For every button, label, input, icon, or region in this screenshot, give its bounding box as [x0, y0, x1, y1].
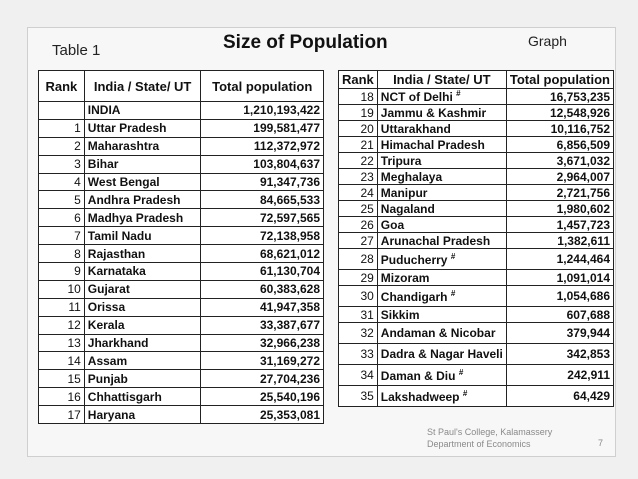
- state-cell: [377, 137, 506, 153]
- state-name: Punjab: [87, 371, 128, 386]
- state-cell: [84, 102, 201, 120]
- state-name: Meghalaya: [380, 169, 443, 184]
- table-row: [39, 280, 324, 298]
- rank-cell: 7: [39, 227, 85, 245]
- population-table-left: [38, 70, 324, 424]
- total-cell: 31,169,272: [201, 352, 324, 370]
- total-cell: 84,665,533: [201, 191, 324, 209]
- table-row: [39, 406, 324, 424]
- total-cell: 3,671,032: [506, 153, 613, 169]
- total-cell: 112,372,972: [201, 137, 324, 155]
- table-row: [39, 316, 324, 334]
- state-cell: [377, 105, 506, 121]
- rank-cell: 12: [39, 316, 85, 334]
- state-cell: [84, 352, 201, 370]
- state-cell: [84, 209, 201, 227]
- table-row: [39, 370, 324, 388]
- rank-cell: 16: [39, 388, 85, 406]
- state-cell: [377, 185, 506, 201]
- total-cell: 1,244,464: [506, 249, 613, 270]
- total-cell: 64,429: [506, 386, 613, 407]
- table-row: [39, 209, 324, 227]
- rank-cell: 9: [39, 263, 85, 281]
- rank-cell: 1: [39, 119, 85, 137]
- state-cell: [377, 169, 506, 185]
- total-cell: 41,947,358: [201, 298, 324, 316]
- total-cell: 33,387,677: [201, 316, 324, 334]
- table-row: [339, 217, 614, 233]
- table-row: [39, 334, 324, 352]
- table-row: [39, 173, 324, 191]
- table-row: [339, 89, 614, 105]
- ut-marker: #: [450, 288, 456, 298]
- ut-marker: #: [450, 251, 456, 261]
- rank-cell: 31: [339, 307, 378, 323]
- table-row: [39, 155, 324, 173]
- state-cell: [84, 280, 201, 298]
- total-cell: 10,116,752: [506, 121, 613, 137]
- state-cell: [377, 323, 506, 344]
- rank-cell: 25: [339, 201, 378, 217]
- state-name: Madhya Pradesh: [87, 210, 184, 225]
- state-cell: [84, 137, 201, 155]
- state-header: India / State/ UT: [377, 71, 506, 89]
- total-cell: 1,382,611: [506, 233, 613, 249]
- table-row: [339, 365, 614, 386]
- table-row: [339, 153, 614, 169]
- state-name: Goa: [380, 217, 405, 232]
- state-name: Nagaland: [380, 201, 435, 216]
- state-name: Lakshadweep: [380, 389, 460, 404]
- state-cell: [377, 233, 506, 249]
- table-row: [339, 270, 614, 286]
- rank-cell: 23: [339, 169, 378, 185]
- state-cell: [84, 316, 201, 334]
- rank-cell: 14: [39, 352, 85, 370]
- table-row: [39, 191, 324, 209]
- ut-marker: #: [462, 388, 468, 398]
- state-cell: [377, 365, 506, 386]
- total-cell: 103,804,637: [201, 155, 324, 173]
- state-cell: [377, 153, 506, 169]
- total-header: Total population: [506, 71, 613, 89]
- table-row: [39, 352, 324, 370]
- state-cell: [377, 217, 506, 233]
- total-cell: 242,911: [506, 365, 613, 386]
- table-row: [39, 245, 324, 263]
- rank-cell: 13: [39, 334, 85, 352]
- state-name: Jharkhand: [87, 336, 149, 351]
- footer: [427, 426, 552, 450]
- rank-cell: 22: [339, 153, 378, 169]
- total-cell: 27,704,236: [201, 370, 324, 388]
- total-cell: 199,581,477: [201, 119, 324, 137]
- total-cell: 25,353,081: [201, 406, 324, 424]
- state-cell: [84, 370, 201, 388]
- state-cell: [377, 249, 506, 270]
- table-row: [339, 323, 614, 344]
- table-row: [339, 185, 614, 201]
- state-name: NCT of Delhi: [380, 90, 453, 104]
- rank-cell: 20: [339, 121, 378, 137]
- table-row: [339, 169, 614, 185]
- total-header: Total population: [201, 71, 324, 102]
- total-cell: 91,347,736: [201, 173, 324, 191]
- rank-cell: 10: [39, 280, 85, 298]
- state-name: Mizoram: [380, 270, 430, 285]
- state-cell: [84, 227, 201, 245]
- state-cell: [377, 286, 506, 307]
- state-cell: [84, 263, 201, 281]
- state-name: Chhattisgarh: [87, 389, 162, 404]
- rank-cell: 8: [39, 245, 85, 263]
- state-header: India / State/ UT: [84, 71, 201, 102]
- state-cell: [84, 298, 201, 316]
- state-cell: [84, 173, 201, 191]
- state-cell: [84, 245, 201, 263]
- total-cell: 25,540,196: [201, 388, 324, 406]
- footer-department: Department of Economics: [427, 439, 531, 449]
- total-cell: 32,966,238: [201, 334, 324, 352]
- rank-cell: 2: [39, 137, 85, 155]
- state-cell: [377, 270, 506, 286]
- total-cell: 68,621,012: [201, 245, 324, 263]
- table-row: [339, 233, 614, 249]
- rank-cell: 24: [339, 185, 378, 201]
- state-cell: [377, 386, 506, 407]
- state-name: Tamil Nadu: [87, 228, 152, 243]
- ut-marker: #: [458, 367, 464, 377]
- state-name: Kerala: [87, 318, 125, 333]
- state-name: Karnataka: [87, 264, 146, 279]
- page-number: 7: [598, 438, 604, 448]
- state-cell: [377, 344, 506, 365]
- rank-cell: 5: [39, 191, 85, 209]
- rank-cell: 19: [339, 105, 378, 121]
- state-name: Puducherry: [380, 252, 448, 267]
- state-cell: [377, 307, 506, 323]
- graph-link[interactable]: Graph: [528, 33, 567, 49]
- total-cell: 16,753,235: [506, 89, 613, 105]
- rank-cell: [39, 102, 85, 120]
- table-row: [39, 298, 324, 316]
- table-row: [39, 102, 324, 120]
- state-cell: [84, 388, 201, 406]
- state-name: Rajasthan: [87, 246, 146, 261]
- table-row: [39, 388, 324, 406]
- state-name: Dadra & Nagar Haveli: [380, 347, 503, 361]
- table-row: [339, 286, 614, 307]
- state-cell: [377, 121, 506, 137]
- table-row: [339, 344, 614, 365]
- page-title: Size of Population: [223, 32, 388, 53]
- table-row: [339, 105, 614, 121]
- rank-cell: 30: [339, 286, 378, 307]
- state-name: Chandigarh: [380, 289, 448, 304]
- state-name: Maharashtra: [87, 139, 160, 154]
- state-name: Sikkim: [380, 307, 420, 322]
- state-name: Gujarat: [87, 282, 130, 297]
- rank-cell: 35: [339, 386, 378, 407]
- total-cell: 12,548,926: [506, 105, 613, 121]
- table-row: [39, 263, 324, 281]
- rank-header: Rank: [39, 71, 85, 102]
- state-name: Uttarakhand: [380, 121, 451, 136]
- rank-cell: 21: [339, 137, 378, 153]
- table-row: [339, 201, 614, 217]
- rank-cell: 32: [339, 323, 378, 344]
- table-row: [39, 137, 324, 155]
- rank-cell: 18: [339, 89, 378, 105]
- table-row: [339, 121, 614, 137]
- table-label: Table 1: [52, 42, 101, 59]
- total-cell: 72,597,565: [201, 209, 324, 227]
- population-table-right: [338, 70, 614, 407]
- rank-cell: 3: [39, 155, 85, 173]
- table-row: [339, 249, 614, 270]
- table-row: [339, 137, 614, 153]
- state-name: Uttar Pradesh: [87, 121, 167, 136]
- total-cell: 72,138,958: [201, 227, 324, 245]
- state-name: Haryana: [87, 407, 136, 422]
- rank-cell: 6: [39, 209, 85, 227]
- state-name: Arunachal Pradesh: [380, 233, 491, 248]
- state-name: West Bengal: [87, 175, 160, 189]
- state-cell: [84, 334, 201, 352]
- total-cell: 1,091,014: [506, 270, 613, 286]
- total-cell: 6,856,509: [506, 137, 613, 153]
- rank-cell: 26: [339, 217, 378, 233]
- table-row: [39, 119, 324, 137]
- state-name: Bihar: [87, 157, 119, 172]
- state-name: Himachal Pradesh: [380, 137, 485, 152]
- rank-cell: 28: [339, 249, 378, 270]
- state-name: Andaman & Nicobar: [380, 326, 496, 340]
- rank-cell: 11: [39, 298, 85, 316]
- total-cell: 379,944: [506, 323, 613, 344]
- table-row: [339, 307, 614, 323]
- total-cell: 1,457,723: [506, 217, 613, 233]
- total-cell: 2,721,756: [506, 185, 613, 201]
- total-cell: 1,980,602: [506, 201, 613, 217]
- total-cell: 1,054,686: [506, 286, 613, 307]
- state-name: Tripura: [380, 153, 422, 168]
- table-row: [339, 386, 614, 407]
- state-name: Assam: [87, 353, 128, 368]
- state-cell: [84, 406, 201, 424]
- total-cell: 342,853: [506, 344, 613, 365]
- total-cell: 1,210,193,422: [201, 102, 324, 120]
- rank-cell: 4: [39, 173, 85, 191]
- rank-header: Rank: [339, 71, 378, 89]
- rank-cell: 27: [339, 233, 378, 249]
- total-cell: 607,688: [506, 307, 613, 323]
- rank-cell: 29: [339, 270, 378, 286]
- state-cell: [377, 201, 506, 217]
- state-name: Daman & Diu: [380, 368, 456, 383]
- total-cell: 2,964,007: [506, 169, 613, 185]
- state-cell: [84, 119, 201, 137]
- state-cell: [84, 191, 201, 209]
- total-cell: 60,383,628: [201, 280, 324, 298]
- state-name: Orissa: [87, 300, 126, 315]
- rank-cell: 34: [339, 365, 378, 386]
- state-name: Manipur: [380, 185, 428, 200]
- footer-college: St Paul's College, Kalamassery: [427, 427, 553, 437]
- rank-cell: 15: [39, 370, 85, 388]
- state-cell: [377, 89, 506, 105]
- ut-marker: #: [456, 89, 461, 98]
- table-row: [39, 227, 324, 245]
- state-cell: [84, 155, 201, 173]
- total-cell: 61,130,704: [201, 263, 324, 281]
- state-name: INDIA: [87, 103, 121, 118]
- state-name: Jammu & Kashmir: [380, 105, 487, 120]
- rank-cell: 17: [39, 406, 85, 424]
- rank-cell: 33: [339, 344, 378, 365]
- state-name: Andhra Pradesh: [87, 192, 181, 207]
